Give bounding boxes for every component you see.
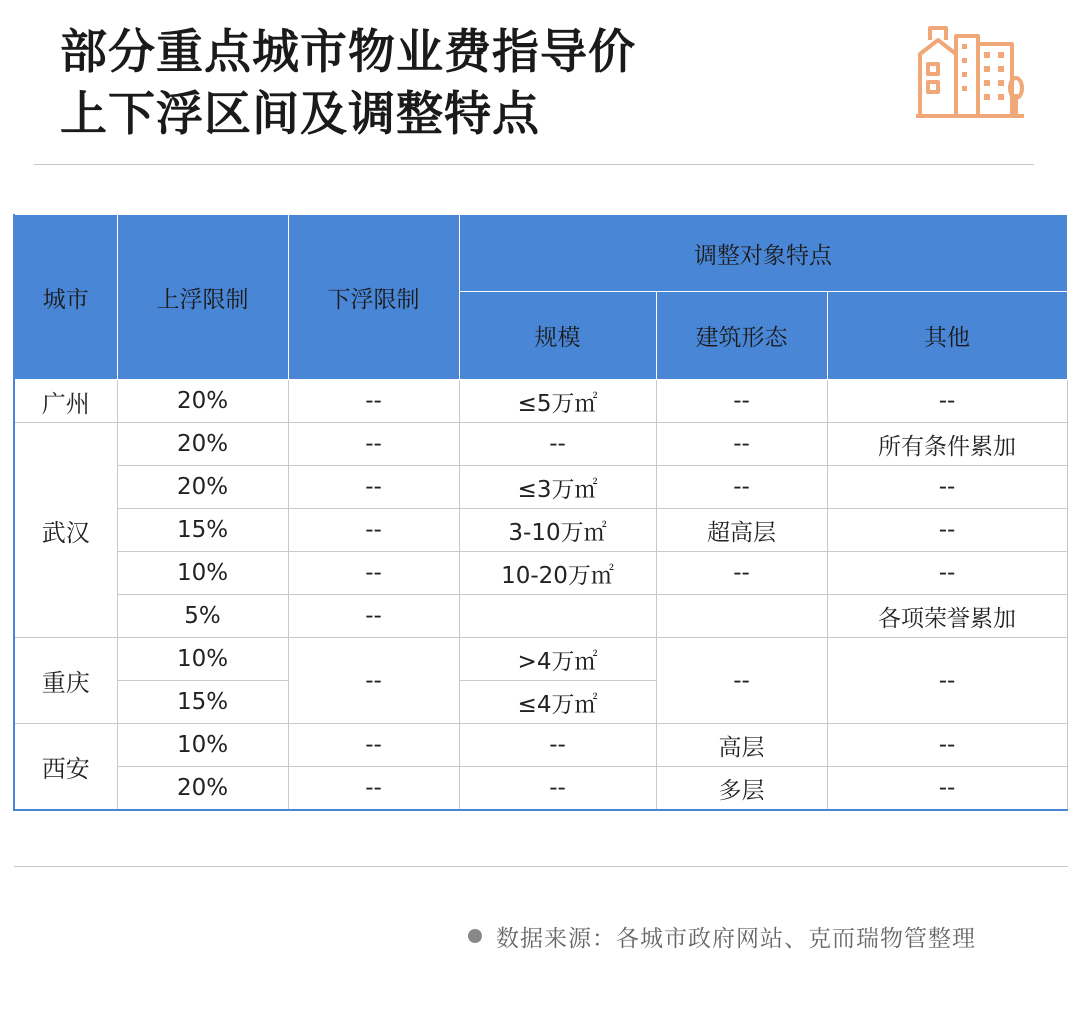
city-cell: 西安 [14,724,117,811]
header-adjustment-features: 调整对象特点 [459,215,1067,292]
header-upper-limit: 上浮限制 [117,215,288,380]
form-cell: -- [656,380,827,423]
other-cell: 所有条件累加 [827,423,1067,466]
scale-cell: -- [459,767,656,811]
page-title [60,22,880,146]
form-cell: 高层 [656,724,827,767]
upper-cell: 15% [117,509,288,552]
lower-cell: -- [288,509,459,552]
form-cell: 超高层 [656,509,827,552]
scale-cell: ≤4万㎡ [459,681,656,724]
upper-cell: 20% [117,380,288,423]
scale-cell [459,595,656,638]
other-cell: -- [827,638,1067,724]
scale-cell: ≤5万㎡ [459,380,656,423]
lower-cell: -- [288,380,459,423]
table-row [14,767,1067,811]
lower-cell: -- [288,595,459,638]
table-row [14,423,1067,466]
other-cell: -- [827,509,1067,552]
form-cell: -- [656,638,827,724]
scale-cell: 3-10万㎡ [459,509,656,552]
scale-cell: >4万㎡ [459,638,656,681]
form-cell: -- [656,552,827,595]
source-note [468,920,976,952]
bullet-dot-icon [468,929,482,943]
upper-cell: 10% [117,638,288,681]
table-row [14,466,1067,509]
upper-cell: 20% [117,767,288,811]
lower-cell: -- [288,552,459,595]
upper-cell: 5% [117,595,288,638]
header-city: 城市 [14,215,117,380]
form-cell [656,595,827,638]
title-line-2: 上下浮区间及调整特点 [60,87,540,142]
top-divider [34,164,1034,165]
upper-cell: 20% [117,466,288,509]
upper-cell: 15% [117,681,288,724]
other-cell: -- [827,552,1067,595]
lower-cell: -- [288,466,459,509]
upper-cell: 10% [117,552,288,595]
table-row [14,509,1067,552]
header-building-form: 建筑形态 [656,292,827,380]
scale-cell: -- [459,423,656,466]
city-cell: 广州 [14,380,117,423]
city-buildings-icon [914,10,1026,122]
form-cell: 多层 [656,767,827,811]
other-cell: -- [827,466,1067,509]
scale-cell: -- [459,724,656,767]
bottom-divider [14,866,1068,867]
table-row [14,595,1067,638]
form-cell: -- [656,466,827,509]
lower-cell: -- [288,423,459,466]
form-cell: -- [656,423,827,466]
header-scale: 规模 [459,292,656,380]
other-cell: -- [827,767,1067,811]
city-cell: 武汉 [14,423,117,638]
table-row [14,552,1067,595]
header-lower-limit: 下浮限制 [288,215,459,380]
upper-cell: 10% [117,724,288,767]
lower-cell: -- [288,767,459,811]
other-cell: 各项荣誉累加 [827,595,1067,638]
scale-cell: ≤3万㎡ [459,466,656,509]
upper-cell: 20% [117,423,288,466]
table-row [14,638,1067,681]
other-cell: -- [827,380,1067,423]
lower-cell: -- [288,724,459,767]
title-line-1: 部分重点城市物业费指导价 [60,25,636,80]
table-row [14,380,1067,423]
table-row [14,724,1067,767]
scale-cell: 10-20万㎡ [459,552,656,595]
header-other: 其他 [827,292,1067,380]
city-cell: 重庆 [14,638,117,724]
lower-cell: -- [288,638,459,724]
other-cell: -- [827,724,1067,767]
source-text: 数据来源：各城市政府网站、克而瑞物管整理 [496,925,976,952]
fee-guide-table [13,214,1068,811]
